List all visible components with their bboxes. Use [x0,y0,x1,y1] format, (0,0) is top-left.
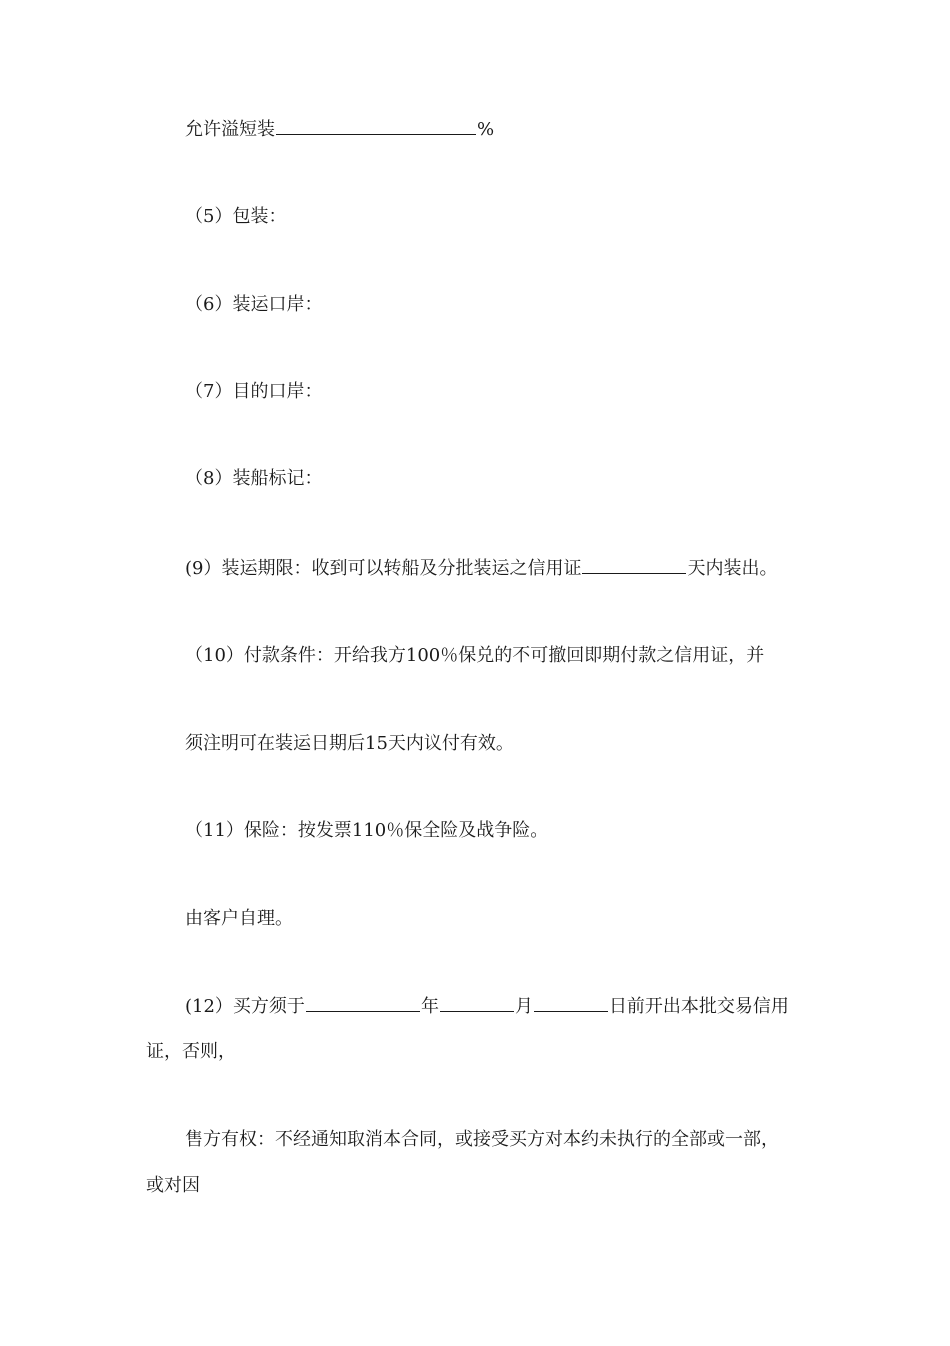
seller-rights-clause: 售方有权：不经通知取消本合同，或接受买方对本约未执行的全部或一部， [185,1129,779,1150]
payment-terms-clause: （10）付款条件：开给我方100％保兑的不可撤回即期付款之信用证，并 [185,645,765,666]
seller-rights-continued: 或对因 [146,1175,200,1196]
payment-terms-continued: 须注明可在装运日期后15天内议付有效。 [185,733,514,754]
year-label: 年 [420,996,439,1017]
month-label: 月 [514,996,533,1017]
shipment-period-clause [185,556,777,581]
year-blank[interactable] [306,994,420,1012]
shipment-days-blank[interactable] [582,556,686,574]
overfill-label: 允许溢短装 [185,119,275,140]
shipping-marks-clause: （8）装船标记： [185,468,323,489]
insurance-clause: （11）保险：按发票110％保全险及战争险。 [185,820,549,841]
shipment-period-text: (9）装运期限：收到可以转船及分批装运之信用证 [185,558,582,579]
shipment-period-suffix: 天内装出。 [687,558,778,579]
lc-deadline-suffix: 日前开出本批交易信用 [608,996,789,1017]
day-blank[interactable] [534,994,608,1012]
percent-sign: % [477,119,495,140]
customer-handled-note: 由客户自理。 [185,908,293,929]
lc-deadline-clause [185,994,789,1019]
loading-port-clause: （6）装运口岸： [185,294,323,315]
lc-deadline-text: (12）买方须于 [185,996,305,1017]
overfill-clause [185,117,494,142]
packing-clause: （5）包装： [185,206,287,227]
lc-deadline-continued: 证，否则， [146,1041,236,1062]
destination-port-clause: （7）目的口岸： [185,381,323,402]
overfill-blank[interactable] [276,117,476,135]
month-blank[interactable] [440,994,514,1012]
